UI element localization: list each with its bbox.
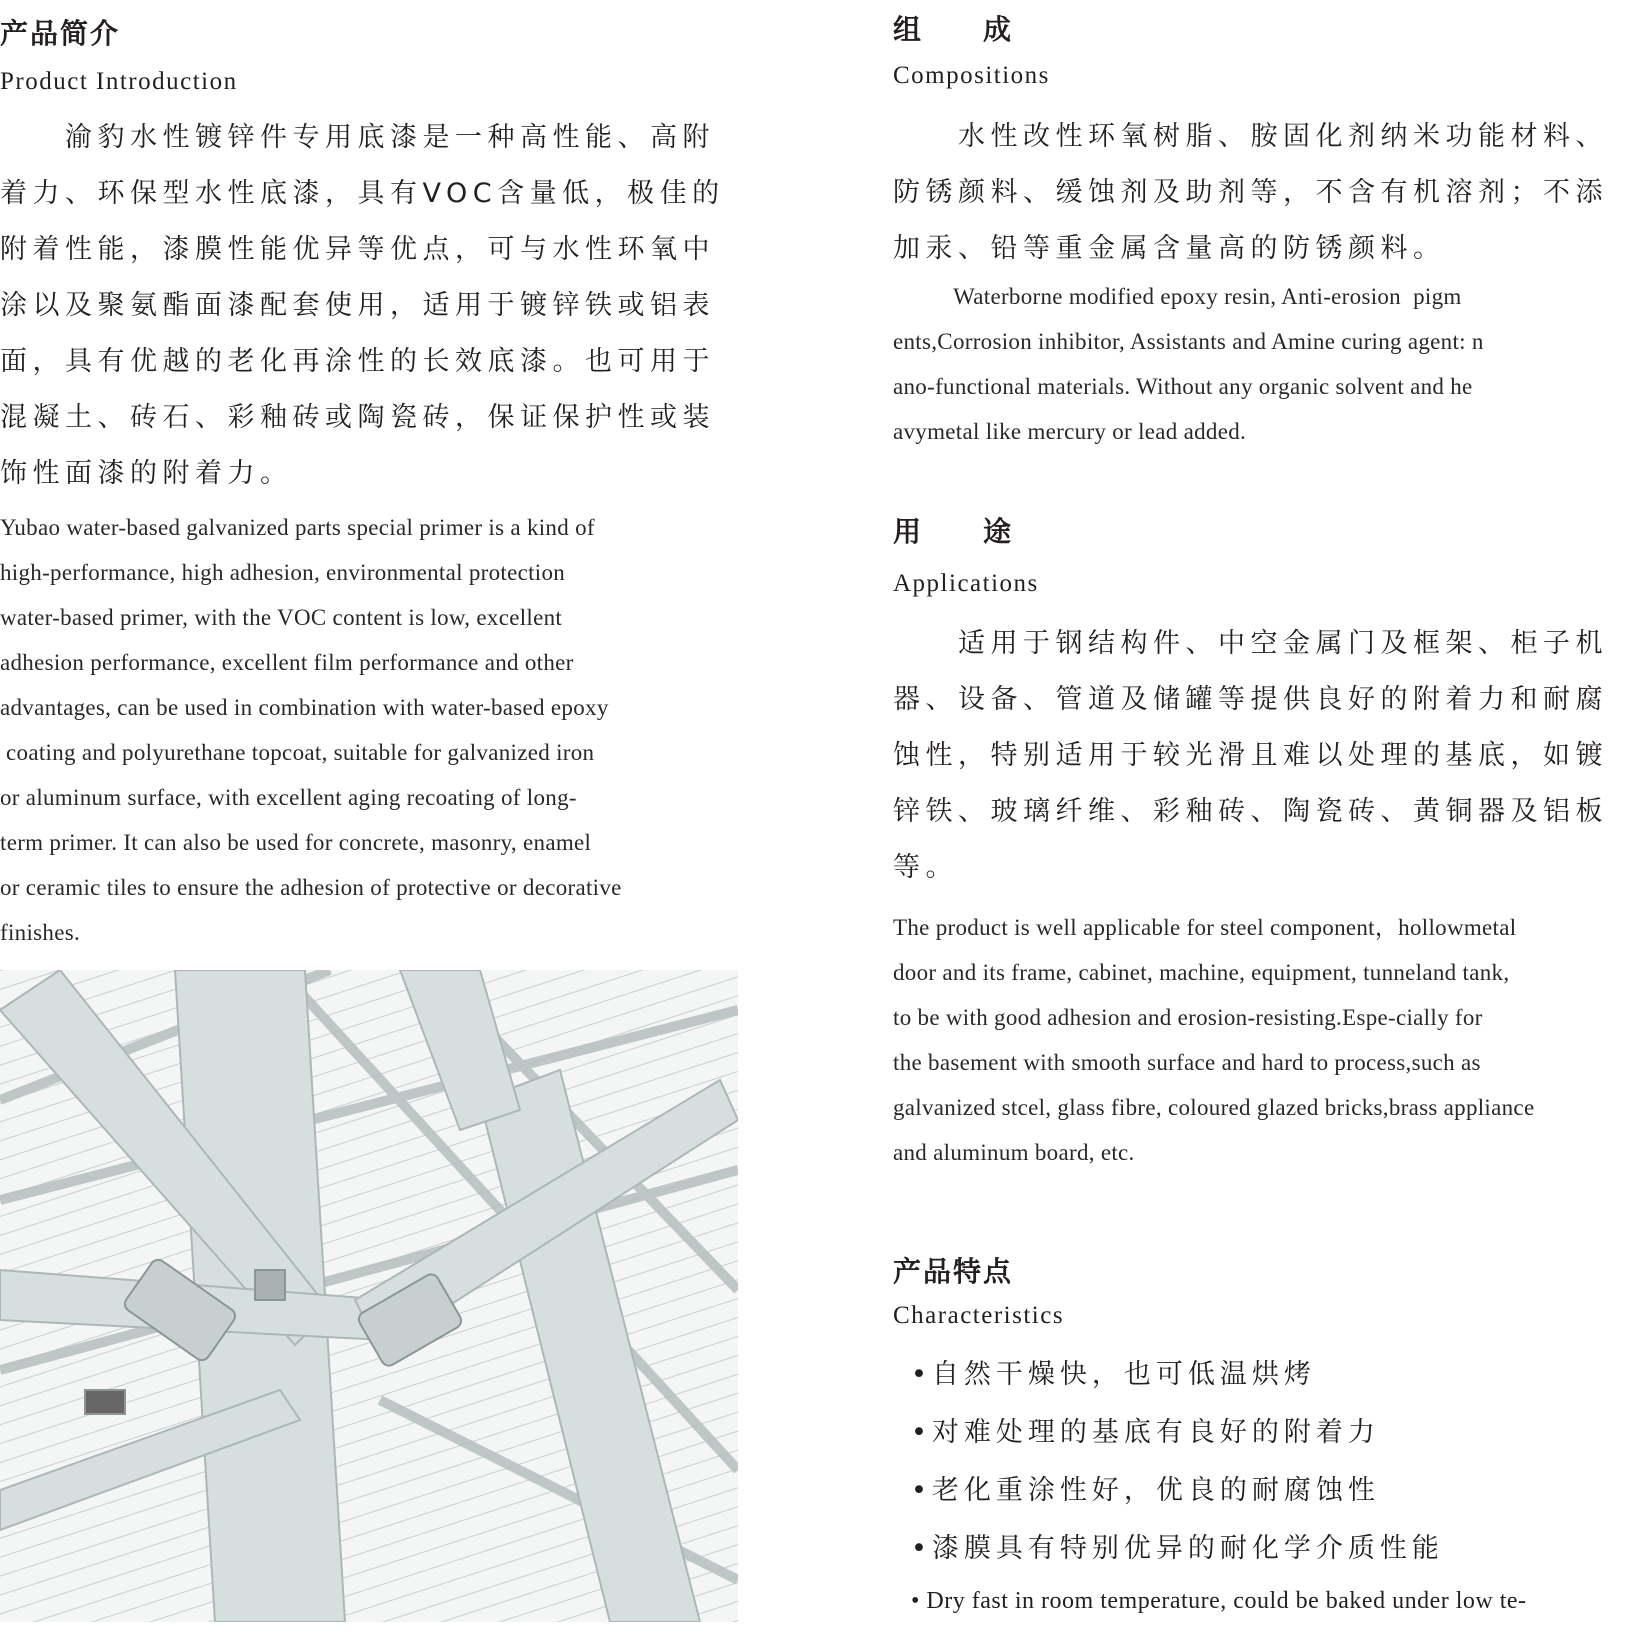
text-line: or ceramic tiles to ensure the adhesion of protective or decorative (0, 875, 622, 900)
text-line: 涂以及聚氨酯面漆配套使用，适用于镀锌铁或铝表 (0, 290, 715, 321)
text-line: the basement with smooth surface and hard to process,such as (893, 1050, 1481, 1075)
text-line: 适用于钢结构件、中空金属门及框架、柜子机 (893, 628, 1608, 659)
text-line: 面，具有优越的老化再涂性的长效底漆。也可用于 (0, 346, 715, 377)
compositions-title-cn: 组 成 (893, 13, 1014, 46)
text-line: 等。 (893, 852, 958, 883)
intro-body-en (0, 505, 622, 955)
text-line: 渝豹水性镀锌件专用底漆是一种高性能、高附 (0, 122, 715, 153)
characteristics-bullets-cn (911, 1346, 1444, 1578)
text-line: 器、设备、管道及储罐等提供良好的附着力和耐腐 (893, 684, 1608, 715)
compositions-body-cn (893, 109, 1608, 277)
text-line: Waterborne modified epoxy resin, Anti-erosion pigm (893, 284, 1462, 309)
text-line: galvanized stcel, glass fibre, coloured glazed bricks,brass appliance (893, 1095, 1535, 1120)
text-line: finishes. (0, 920, 80, 945)
applications-title-en: Applications (893, 570, 1039, 597)
characteristics-title-cn: 产品特点 (893, 1255, 1014, 1288)
characteristics-title-en: Characteristics (893, 1302, 1065, 1329)
compositions-body-en (893, 274, 1484, 454)
intro-title-en: Product Introduction (0, 68, 238, 95)
text-line: 蚀性，特别适用于较光滑且难以处理的基底，如镀 (893, 740, 1608, 771)
bullet-item: •对难处理的基底有良好的附着力 (911, 1417, 1380, 1448)
intro-body-cn (0, 110, 725, 502)
bullet-item: •漆膜具有特别优异的耐化学介质性能 (911, 1533, 1444, 1564)
text-line: coating and polyurethane topcoat, suitable for galvanized iron (0, 740, 595, 765)
text-line: and aluminum board, etc. (893, 1140, 1135, 1165)
applications-body-cn (893, 616, 1608, 896)
text-line: adhesion performance, excellent film performance and other (0, 650, 574, 675)
text-line: 饰性面漆的附着力。 (0, 458, 293, 489)
intro-title-cn: 产品简介 (0, 17, 121, 50)
bullet-item: •老化重涂性好，优良的耐腐蚀性 (911, 1475, 1380, 1506)
text-line: to be with good adhesion and erosion-resisting.Espe-cially for (893, 1005, 1483, 1030)
text-line: 水性改性环氧树脂、胺固化剂纳米功能材料、 (893, 121, 1608, 152)
steel-structure-photo (0, 970, 738, 1622)
text-line: or aluminum surface, with excellent aging recoating of long- (0, 785, 577, 810)
characteristics-bullet-en: • Dry fast in room temperature, could be baked under low te- (911, 1588, 1527, 1614)
text-line: door and its frame, cabinet, machine, equipment, tunneland tank, (893, 960, 1510, 985)
text-line: 锌铁、玻璃纤维、彩釉砖、陶瓷砖、黄铜器及铝板 (893, 796, 1608, 827)
text-line: Yubao water-based galvanized parts special primer is a kind of (0, 515, 595, 540)
applications-title-cn: 用 途 (893, 515, 1014, 548)
applications-body-en (893, 905, 1534, 1175)
text-line: ano-functional materials. Without any organic solvent and he (893, 374, 1473, 399)
text-line: ents,Corrosion inhibitor, Assistants and Amine curing agent: n (893, 329, 1484, 354)
text-line: 加汞、铅等重金属含量高的防锈颜料。 (893, 233, 1446, 264)
text-line: water-based primer, with the VOC content is low, excellent (0, 605, 563, 630)
text-line: advantages, can be used in combination with water-based epoxy (0, 695, 609, 720)
text-line: high-performance, high adhesion, environmental protection (0, 560, 566, 585)
text-line: term primer. It can also be used for concrete, masonry, enamel (0, 830, 592, 855)
text-line: The product is well applicable for steel component，hollowmetal (893, 915, 1517, 940)
text-line: 附着性能，漆膜性能优异等优点，可与水性环氧中 (0, 234, 715, 265)
bullet-item: •自然干燥快，也可低温烘烤 (911, 1359, 1316, 1390)
text-line: 着力、环保型水性底漆，具有VOC含量低，极佳的 (0, 178, 725, 209)
text-line: 混凝土、砖石、彩釉砖或陶瓷砖，保证保护性或装 (0, 402, 715, 433)
compositions-title-en: Compositions (893, 62, 1050, 89)
text-line: avymetal like mercury or lead added. (893, 419, 1247, 444)
text-line: 防锈颜料、缓蚀剂及助剂等，不含有机溶剂；不添 (893, 177, 1608, 208)
